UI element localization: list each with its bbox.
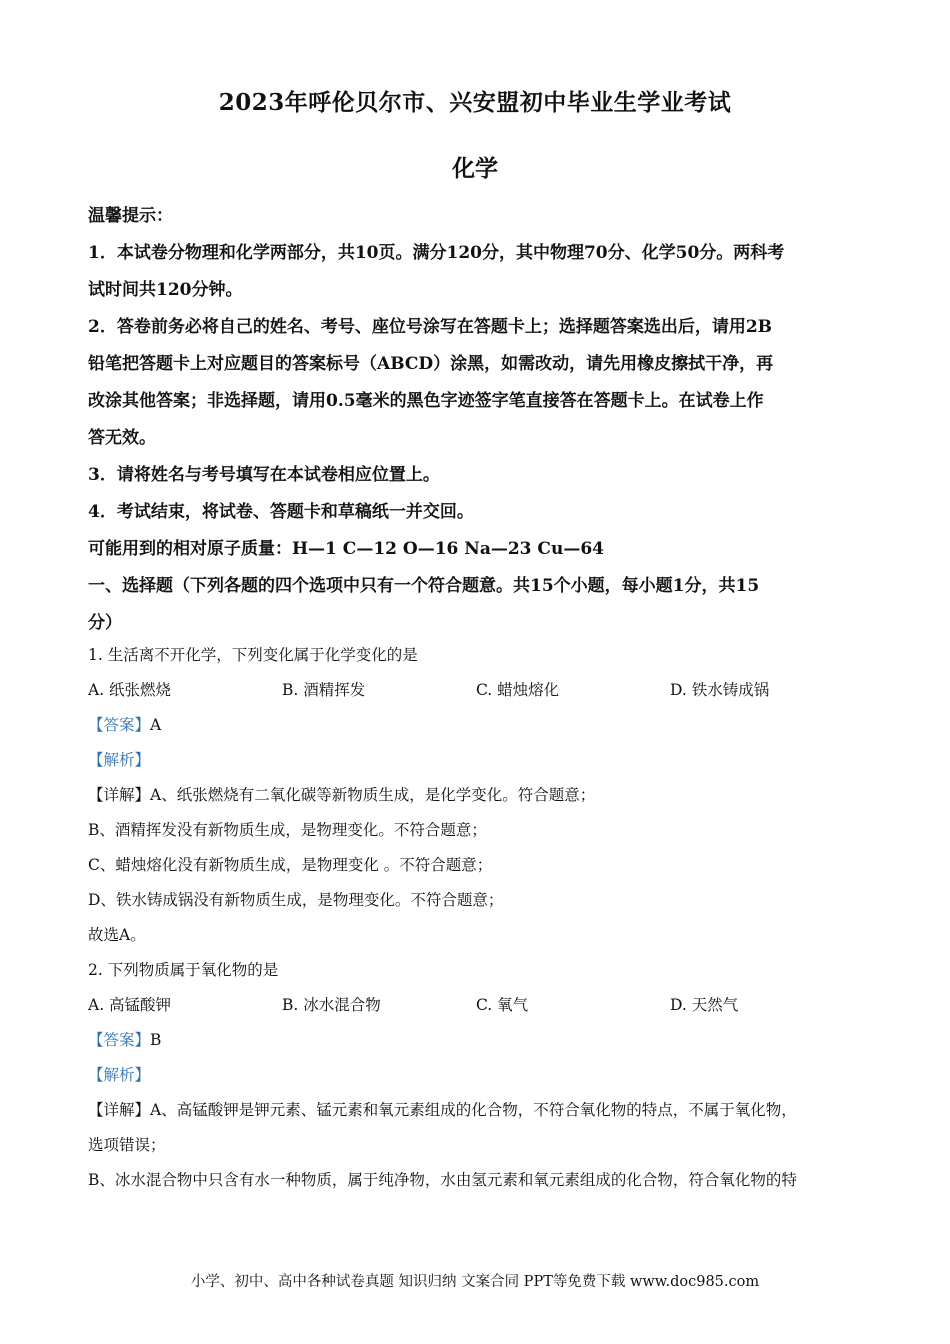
option-c: C. 蜡烛熔化: [476, 681, 560, 699]
notes-line: 1．本试卷分物理和化学两部分，共10页。满分120分，其中物理70分、化学50分。两科考: [88, 243, 785, 263]
option-c: C. 氧气: [476, 996, 529, 1014]
notes-line: 试时间共120分钟。: [88, 280, 243, 300]
notes-section: [88, 198, 868, 642]
notes-line: 改涂其他答案；非选择题，请用0.5毫米的黑色字迹签字笔直接答在答题卡上。在试卷上作: [88, 391, 764, 411]
detail-line: D、铁水铸成锅没有新物质生成，是物理变化。不符合题意；: [88, 891, 504, 909]
section-heading: 一、选择题（下列各题的四个选项中只有一个符合题意。共15个小题，每小题1分，共15: [88, 576, 760, 596]
answer-value: B: [150, 1031, 162, 1049]
notes-line: 4．考试结束，将试卷、答题卡和草稿纸一并交回。: [88, 502, 474, 522]
answer-tag: 【答案】: [88, 1031, 151, 1049]
detail-text: A、纸张燃烧有二氧化碳等新物质生成，是化学变化。符合题意；: [150, 786, 596, 804]
analysis-tag: 【解析】: [88, 751, 151, 769]
answer-value: A: [150, 716, 162, 734]
detail-line: 故选A。: [88, 926, 146, 944]
detail-line: B、冰水混合物中只含有水一种物质，属于纯净物，水由氢元素和氧元素组成的化合物，符合氧化物的特: [88, 1171, 797, 1189]
answer-line: [88, 708, 868, 743]
notes-line: 铅笔把答题卡上对应题目的答案标号（ABCD）涂黑，如需改动，请先用橡皮擦拭干净，再: [88, 354, 774, 374]
notes-line: 2．答卷前务必将自己的姓名、考号、座位号涂写在答题卡上；选择题答案选出后，请用2B: [88, 317, 773, 337]
answer-tag: 【答案】: [88, 716, 151, 734]
options-row: [88, 673, 868, 708]
detail-tag: 【详解】: [88, 1101, 151, 1119]
exam-title: 2023年呼伦贝尔市、兴安盟初中毕业生学业考试: [218, 89, 732, 116]
question-stem: 1. 生活离不开化学，下列变化属于化学变化的是: [88, 646, 418, 664]
question-2: [88, 953, 868, 1198]
detail-line: 选项错误；: [88, 1136, 166, 1154]
notes-line: 答无效。: [88, 428, 156, 448]
options-row: [88, 988, 868, 1023]
section-heading-cont: 分）: [88, 613, 122, 633]
question-1: [88, 638, 868, 953]
option-b: B. 酒精挥发: [282, 681, 366, 699]
atomic-mass-line: 可能用到的相对原子质量：H—1 C—12 O—16 Na—23 Cu—64: [88, 539, 604, 559]
option-d: D. 铁水铸成锅: [670, 681, 770, 699]
option-a: A. 纸张燃烧: [88, 681, 172, 699]
option-d: D. 天然气: [670, 996, 739, 1014]
notes-heading: 温馨提示：: [88, 206, 173, 226]
detail-line: [88, 778, 868, 813]
notes-line: 3．请将姓名与考号填写在本试卷相应位置上。: [88, 465, 440, 485]
option-b: B. 冰水混合物: [282, 996, 381, 1014]
detail-line: [88, 1093, 868, 1128]
analysis-tag: 【解析】: [88, 1066, 151, 1084]
answer-line: [88, 1023, 868, 1058]
detail-line: B、酒精挥发没有新物质生成，是物理变化。不符合题意；: [88, 821, 487, 839]
detail-line: C、蜡烛熔化没有新物质生成，是物理变化 。不符合题意；: [88, 856, 493, 874]
subject-title: 化学: [452, 155, 498, 182]
detail-tag: 【详解】: [88, 786, 151, 804]
page-footer: 小学、初中、高中各种试卷真题 知识归纳 文案合同 PPT等免费下载 www.doc985.com: [190, 1274, 760, 1290]
question-stem: 2. 下列物质属于氧化物的是: [88, 961, 279, 979]
detail-text: A、高锰酸钾是钾元素、锰元素和氧元素组成的化合物，不符合氧化物的特点，不属于氧化物，: [150, 1101, 797, 1119]
option-a: A. 高锰酸钾: [88, 996, 172, 1014]
